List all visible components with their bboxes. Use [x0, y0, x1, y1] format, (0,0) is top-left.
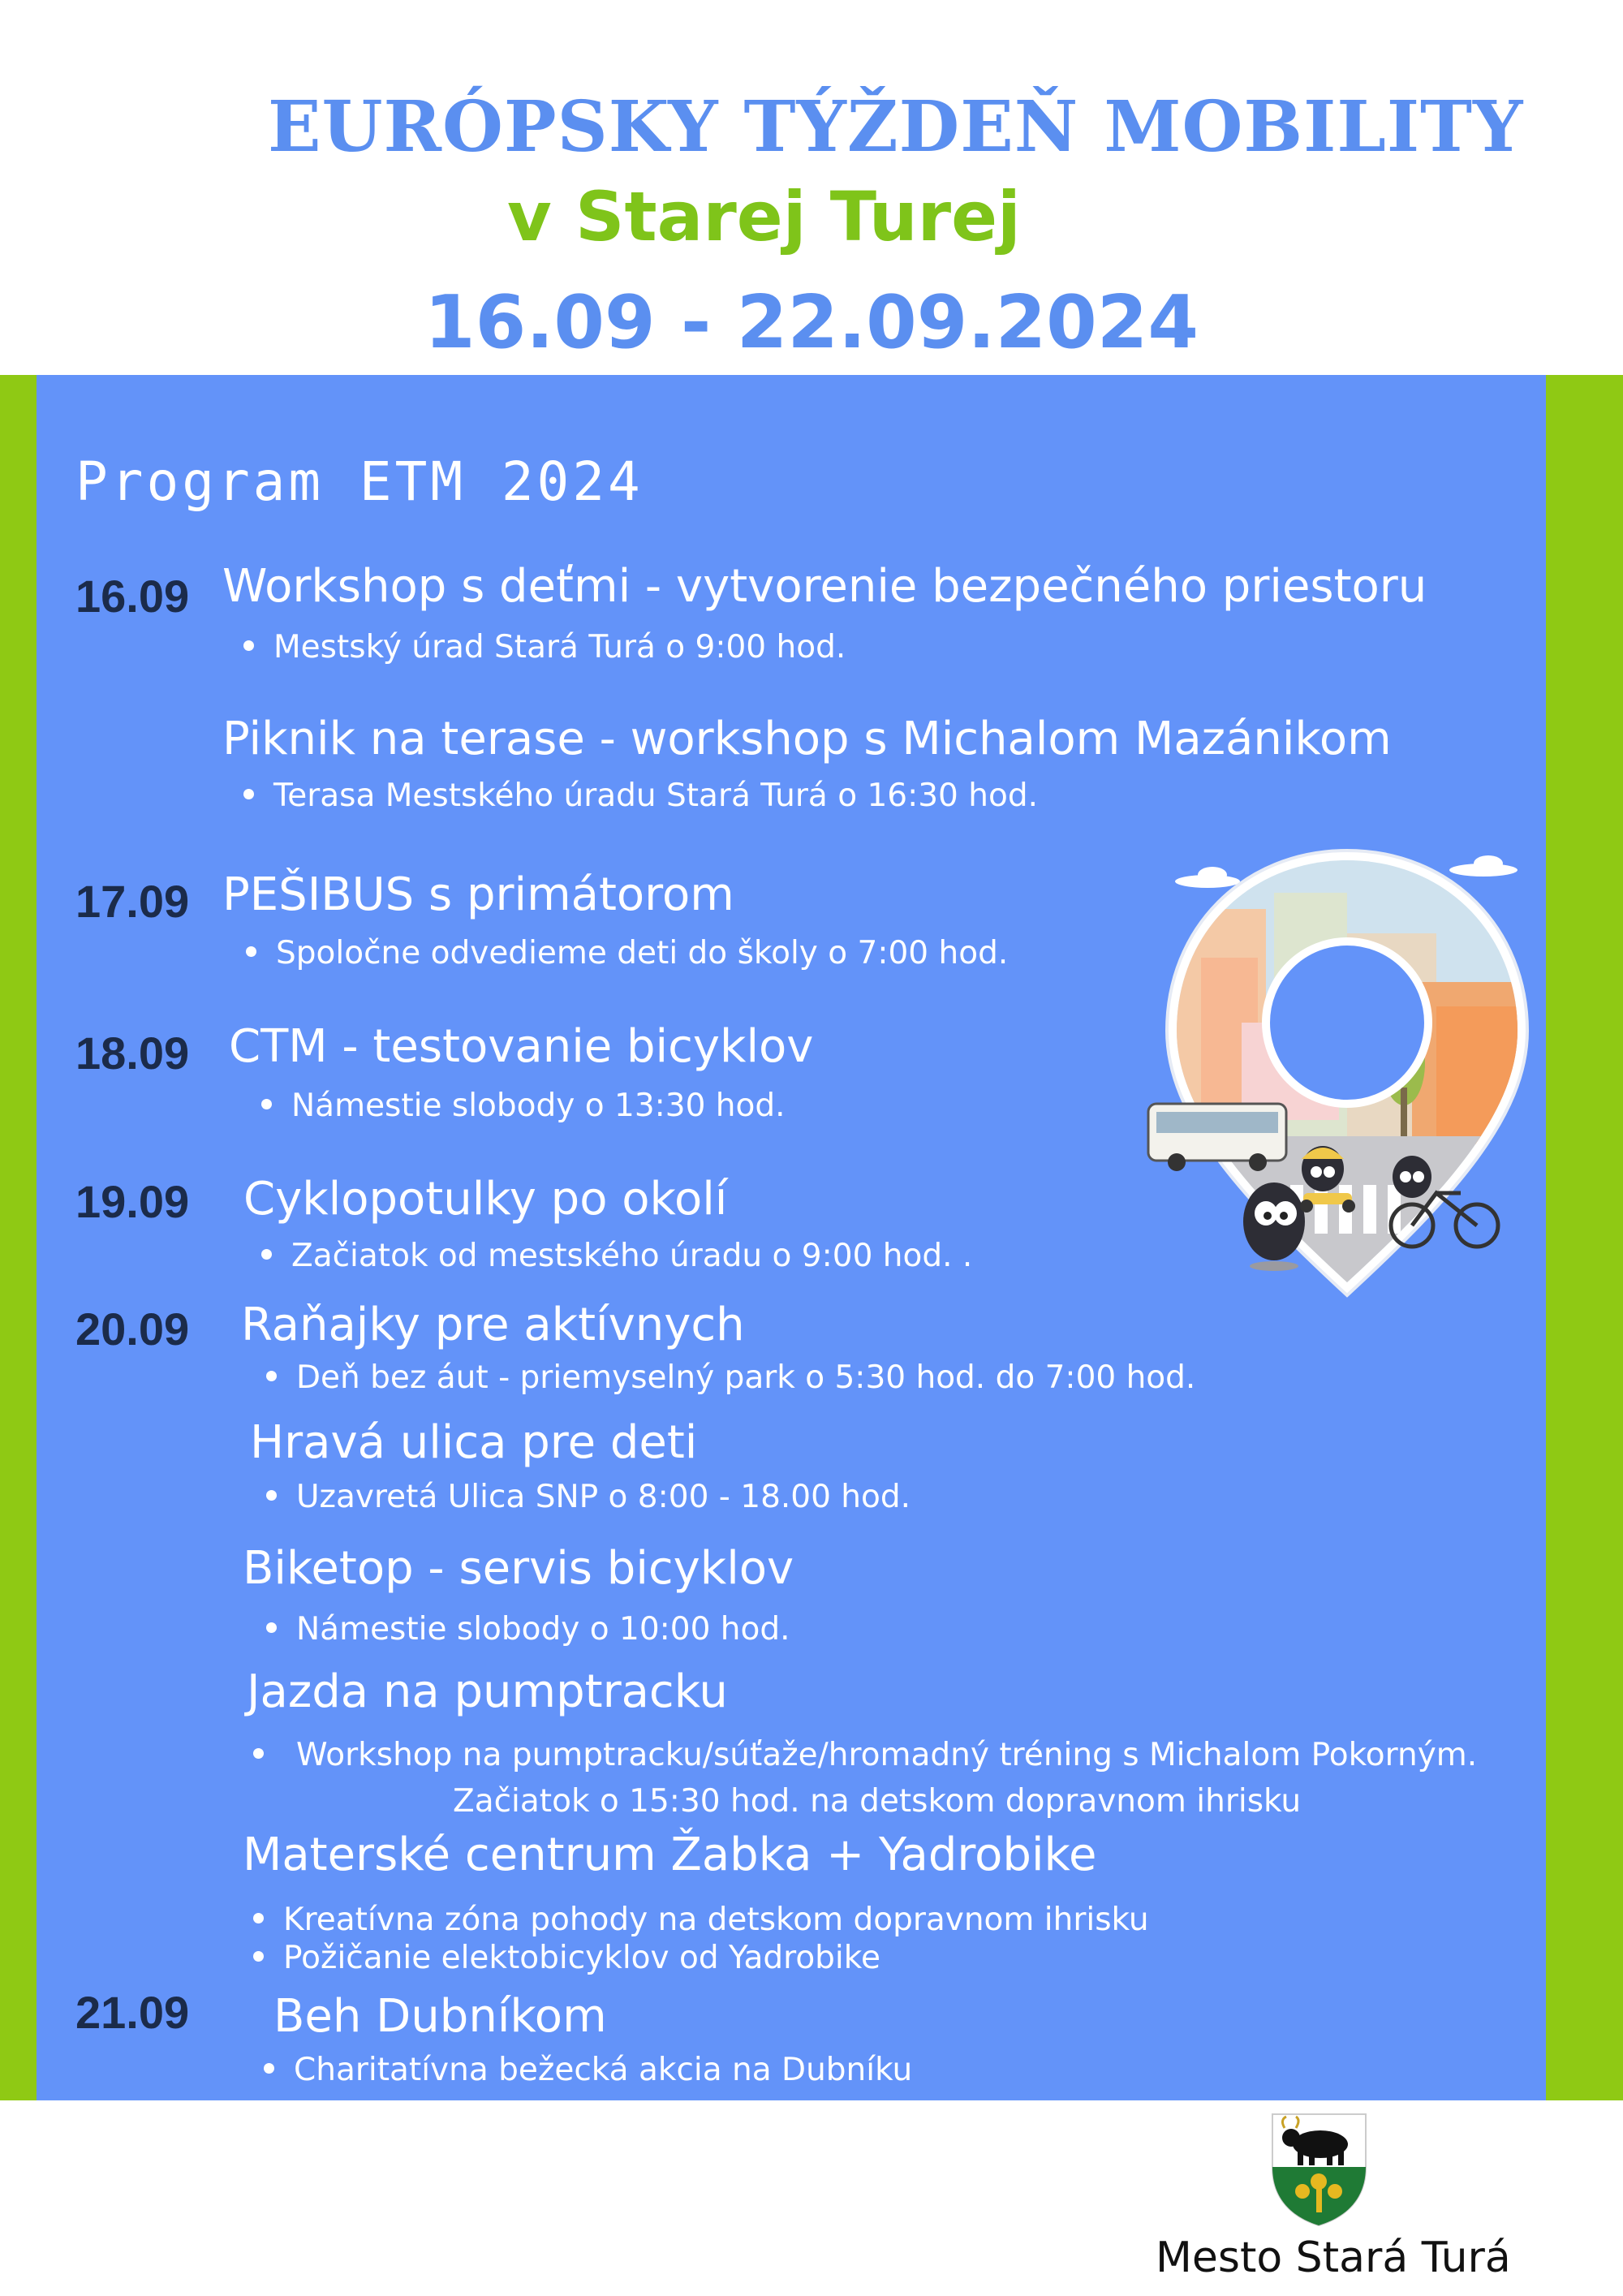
left-green-bar — [0, 375, 37, 2100]
event-title: CTM - testovanie bicyklov — [229, 1020, 814, 1073]
event-detail: Námestie slobody o 10:00 hod. — [266, 1611, 790, 1648]
bullet-icon — [246, 946, 256, 957]
event-detail: Charitatívna bežecká akcia na Dubníku — [264, 2052, 912, 2088]
event-dates: 16.09 - 22.09.2024 — [424, 280, 1199, 365]
event-title: Workshop s deťmi - vytvorenie bezpečného priestoru — [222, 560, 1427, 613]
event-detail: Spoločne odvedieme deti do školy o 7:00 hod. — [246, 935, 1008, 971]
bullet-icon — [243, 789, 254, 799]
event-title: Beh Dubníkom — [273, 1990, 607, 2043]
bullet-icon — [253, 1748, 264, 1759]
event-title: Materské centrum Žabka + Yadrobike — [243, 1829, 1097, 1881]
event-detail: Deň bez áut - priemyselný park o 5:30 hod. do 7:00 hod. — [266, 1359, 1195, 1396]
cartoon-character-icon — [1243, 1182, 1305, 1271]
event-title: Biketop - servis bicyklov — [243, 1542, 794, 1595]
event-title: Hravá ulica pre deti — [250, 1416, 698, 1469]
bullet-icon — [261, 1249, 272, 1260]
event-title: Piknik na terase - workshop s Michalom Mazánikom — [222, 713, 1392, 765]
date-19-09: 19.09 — [75, 1176, 190, 1227]
event-detail: Uzavretá Ulica SNP o 8:00 - 18.00 hod. — [266, 1479, 911, 1515]
poster-title: EURÓPSKY TÝŽDEŇ MOBILITY — [268, 86, 1524, 168]
date-17-09: 17.09 — [75, 876, 190, 927]
date-20-09: 20.09 — [75, 1303, 190, 1355]
event-detail-continued: Začiatok o 15:30 hod. na detskom dopravnom ihrisku — [453, 1783, 1302, 1820]
event-detail: Workshop na pumptracku/súťaže/hromadný tréning s Michalom Pokorným. — [253, 1737, 1477, 1773]
right-green-bar — [1546, 375, 1623, 2100]
town-name: Mesto Stará Turá — [1156, 2234, 1511, 2282]
date-16-09: 16.09 — [75, 571, 190, 622]
date-21-09: 21.09 — [75, 1987, 190, 2038]
bullet-icon — [253, 1951, 264, 1962]
bullet-icon — [243, 640, 254, 651]
bullet-icon — [253, 1913, 264, 1923]
event-title: Raňajky pre aktívnych — [241, 1299, 745, 1351]
event-title: PEŠIBUS s primátorom — [222, 868, 734, 921]
event-detail: Požičanie elektobicyklov od Yadrobike — [253, 1940, 880, 1976]
event-detail: Mestský úrad Stará Turá o 9:00 hod. — [243, 629, 846, 666]
poster-subtitle: v Starej Turej — [507, 177, 1021, 256]
event-detail: Terasa Mestského úradu Stará Turá o 16:30 hod. — [243, 778, 1038, 814]
bullet-icon — [266, 1490, 277, 1501]
event-title: Cyklopotulky po okolí — [243, 1173, 728, 1226]
bus-icon — [1148, 1104, 1286, 1171]
bullet-icon — [264, 2063, 274, 2074]
bullet-icon — [266, 1622, 277, 1633]
bullet-icon — [261, 1099, 272, 1109]
event-detail: Začiatok od mestského úradu o 9:00 hod. . — [261, 1238, 972, 1274]
event-detail: Kreatívna zóna pohody na detskom dopravnom ihrisku — [253, 1902, 1149, 1938]
program-heading: Program ETM 2024 — [75, 450, 644, 513]
map-pin-city-mobility-illustration — [1144, 844, 1550, 1299]
bullet-icon — [266, 1371, 277, 1381]
event-title: Jazda na pumptracku — [247, 1665, 728, 1718]
town-coat-of-arms-icon — [1268, 2110, 1370, 2228]
event-detail: Námestie slobody o 13:30 hod. — [261, 1088, 786, 1124]
date-18-09: 18.09 — [75, 1027, 190, 1079]
